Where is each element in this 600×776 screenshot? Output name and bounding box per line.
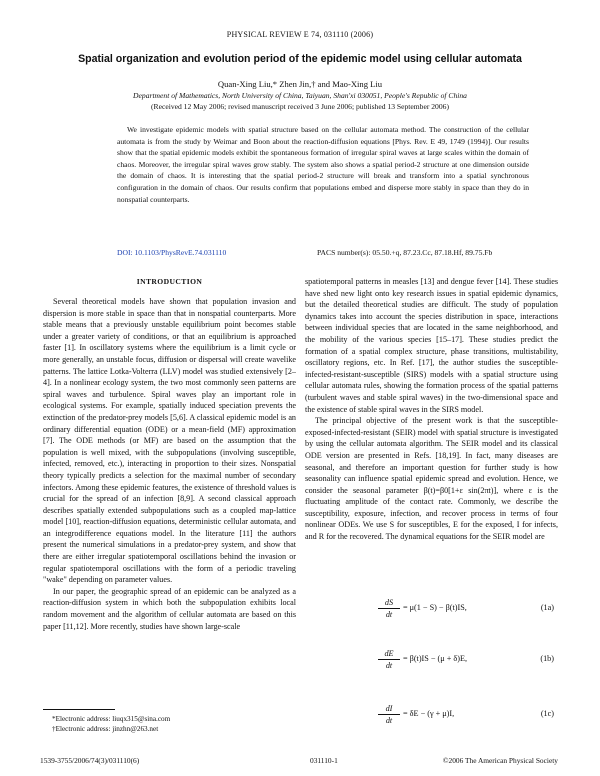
equation-rhs: = β(t)IS − (μ + δ)E, xyxy=(403,654,468,663)
equation-rhs: = μ(1 − S) − β(t)IS, xyxy=(403,603,467,612)
section-heading: INTRODUCTION xyxy=(136,277,203,286)
footnote: †Electronic address: jinzhn@263.net xyxy=(52,725,159,733)
equation-fraction xyxy=(378,597,400,620)
affiliation: Department of Mathematics, North University of China, Taiyuan, Shan'xi 030051, People's Republic of China xyxy=(133,91,467,100)
abstract: We investigate epidemic models with spatial structure based on the cellular automata method. The construction of the cellular automata is from the study by Weimar and Boon about the reaction-diffusion equations [Phys. Rev. E 49, 1749 (1994)]. Our results show that the spatial epidemic models exhibit the spontaneous formation of irregular spiral waves at large scales within the domain of chaos. Moreover, the irregular spiral waves grow stably. The system also shows a spatial period-2 structure at one dimension outside the domain of chaos. It is interesting that the spatial period-2 structure will break and transform into a spatial synchronous configuration in the domain of chaos. Our results confirm that populations embed and disperse more stably in space than they do in nonspatial counterparts. xyxy=(117,125,529,204)
equation-number: (1a) xyxy=(540,603,554,612)
fraction-denominator: dt xyxy=(385,716,393,725)
left-column xyxy=(43,296,296,632)
right-column xyxy=(305,276,558,543)
fraction-numerator: dS xyxy=(378,597,400,609)
author-list: Quan-Xing Liu,* Zhen Jin,† and Mao-Xing Liu xyxy=(217,79,383,89)
footnotes xyxy=(52,714,302,734)
doi-pacs-line xyxy=(117,248,529,257)
paper-title: Spatial organization and evolution period of the epidemic model using cellular automata xyxy=(78,53,522,65)
running-head: PHYSICAL REVIEW E 74, 031110 (2006) xyxy=(226,30,374,39)
issn-code: 1539-3755/2006/74(3)/031110(6) xyxy=(40,756,140,765)
received-dates: (Received 12 May 2006; revised manuscript received 3 June 2006; published 13 September 2006) xyxy=(151,102,449,111)
fraction-numerator: dE xyxy=(378,648,400,660)
equation-fraction xyxy=(378,703,400,726)
equation-number: (1c) xyxy=(540,709,554,718)
fraction-denominator: dt xyxy=(385,610,393,619)
pacs-numbers: PACS number(s): 05.50.+q, 87.23.Cc, 87.18.Hf, 89.75.Fb xyxy=(317,248,493,257)
doi-link[interactable]: DOI: 10.1103/PhysRevE.74.031110 xyxy=(117,248,227,257)
equation-1c xyxy=(305,703,558,731)
paragraph: In our paper, the geographic spread of an epidemic can be analyzed as a reaction-diffusion system in which both the subpopulation exhibits local random movement and the algorithm of cellular automata are based on this paper [11,12]. More recently, studies have shown large-scale xyxy=(43,586,296,631)
equation-1b xyxy=(305,648,558,676)
paragraph: The principal objective of the present work is that the susceptible-exposed-infected-resistant (SEIR) model with spatial structure is investigated by using the cellular automata algorithm. The SEIR model and its classical ODE version are presented in Refs. [18,19]. In fact, many diseases are seasonal, and therefore an important question for further study is how seasonality can influence spatial epidemic spread and evolution. Hence, we consider the seasonal parameter β(t)=β0[1+ε sin(2πt)], where ε is the fluctuating amplitude of the contact rate. Commonly, we describe the susceptibility, exposure, infection, and recover process in terms of four nonlinear ODEs. We use S for susceptibles, E for the exposed, I for infects, and R for the recovered. The dynamical equations for the SEIR model are xyxy=(305,416,558,542)
fraction-denominator: dt xyxy=(385,661,393,670)
equation-fraction xyxy=(378,648,400,671)
fraction-numerator: dI xyxy=(378,703,400,715)
footnote-divider xyxy=(43,709,115,710)
footnote: *Electronic address: liuqx315@sina.com xyxy=(52,715,171,723)
paragraph: Several theoretical models have shown that population invasion and dispersion is more stable in space than that in nonspatial counterparts. More stable means that a previously unstable equilibrium point becomes stable under a greater variety of conditions, or that an equilibrium is approached faster [1]. In oscillatory systems where the equilibrium is a limit cycle or more generally, an unstable focus, diffusion or dispersal will create wavelike patterns. The lattice Lotka-Volterra (LLV) model was studied extensively [2–4]. In a nonlinear ecology system, the two most commonly seen patterns are spiral waves and turbulence. Spiral waves play an important role in ecological systems. For example, spatially induced speciation prevents the extinction of the predator-prey models [5,6]. A classical epidemic model is an ordinary differential equation (ODE) or a mean-field (MF) approximation [7]. The ODE methods (or MF) are based on the assumption that the population is well mixed, with the subpopulations (involving susceptible, infected, removed, etc.), interacting in proportion to their sizes. Nonspatial theory typically predicts a selection for the maximal number of secondary infectors. Among these epidemic features, the existence of threshold values is crucial for the spread of an infection [8,9]. A second classical approach describes spatially extended subpopulations such as a coupled map-lattice model [10], reaction-diffusion equations, deterministic cellular automata, and an integrodifference equations model. In the literature [11] the authors present the numerical simulations in a predator-prey system, and show that there are either irregular spatiotemporal oscillations behind the invasion or regular spatiotemporal oscillations with the form of a periodic traveling "wake" depending on parameter values. xyxy=(43,297,296,585)
page-number: 031110-1 xyxy=(310,756,338,765)
paragraph: spatiotemporal patterns in measles [13] and dengue fever [14]. These studies have shed new light onto key research issues in spatial epidemic dynamics, but the detailed theoretical studies are difficult. The study of population dynamics takes into account the species distribution in space, interactions between individual species that are located in the same neighborhood, and the mobility of the various species [15–17]. These studies predict the formation of a spatial complex structure, phase transitions, multistability, oscillatory regions, etc. In Ref. [17], the author studies the susceptible-infected-resistant-susceptible (SIRS) models with a spatial structure using cellular automata rules, showing the formation process of the spatial patterns (turbulent waves and stable spiral waves) in the two-dimensional space and the existence of stable spiral waves in the SIRS model. xyxy=(305,277,558,414)
equation-1a xyxy=(305,597,558,625)
copyright: ©2006 The American Physical Society xyxy=(442,756,558,765)
equation-number: (1b) xyxy=(540,654,554,663)
equation-rhs: = δE − (γ + μ)I, xyxy=(403,709,455,718)
